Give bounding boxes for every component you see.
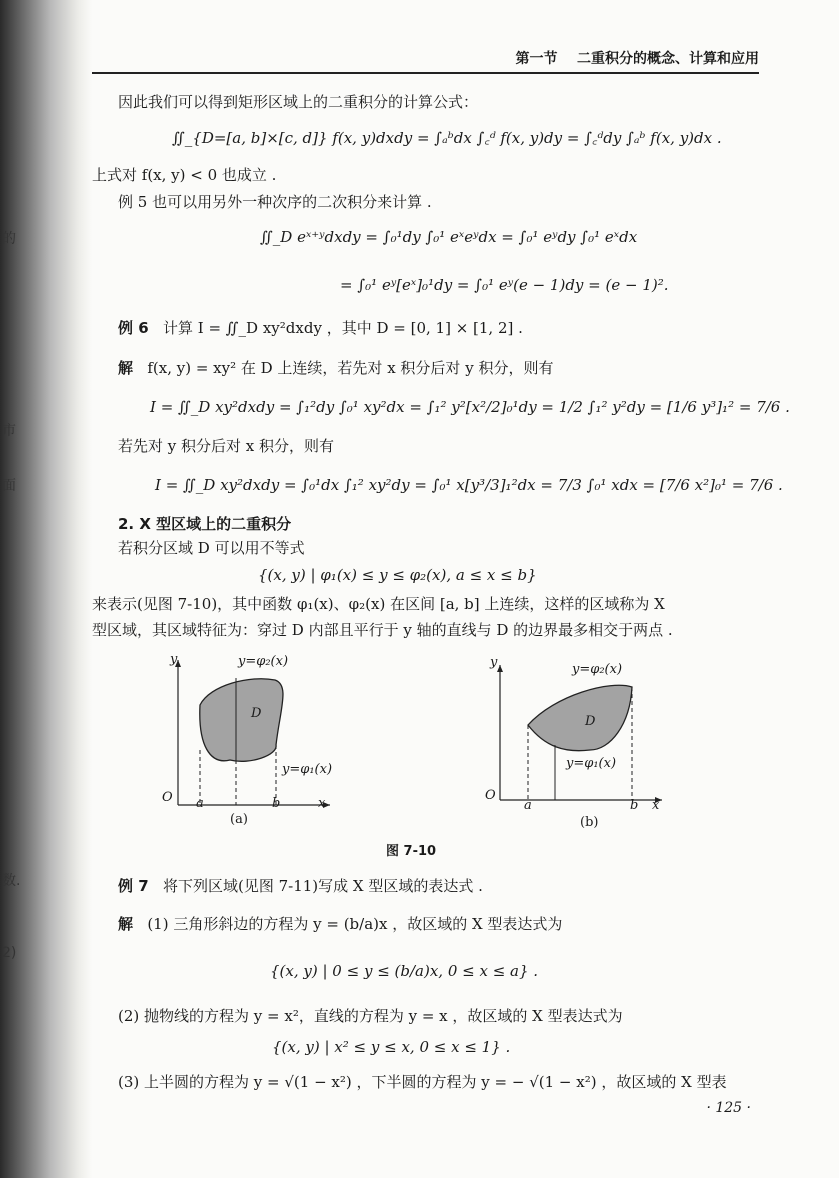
paragraph-line: 若先对 y 积分后对 x 积分，则有	[118, 437, 335, 455]
section-heading: 2. X 型区域上的二重积分	[118, 515, 292, 533]
gutter-fragment: 市	[2, 423, 16, 439]
formula-rect-double-integral: ∬_{D=[a, b]×[c, d]} f(x, y)dxdy = ∫ₐᵇdx ∫꜀ᵈ f(x, y)dy = ∫꜀ᵈdy ∫ₐᵇ f(x, y)dx .	[172, 129, 722, 147]
formula-x-region: {(x, y) | φ₁(x) ≤ y ≤ φ₂(x), a ≤ x ≤ b}	[258, 566, 537, 584]
fig-a-region: D	[251, 706, 262, 721]
solution-label: 解	[118, 915, 134, 933]
gutter-fragment: 的	[2, 231, 16, 247]
example7	[118, 876, 483, 896]
fig-a-tick-b: b	[272, 796, 281, 811]
example6-text: 计算 I = ∬_D xy²dxdy ，其中 D = [0, 1] × [1, 2] .	[162, 319, 523, 337]
fig-b-tick-a: a	[524, 798, 532, 813]
paragraph-line: 例 5 也可以用另外一种次序的二次积分来计算 .	[118, 193, 432, 211]
paragraph-line: 型区域，其区域特征为：穿过 D 内部且平行于 y 轴的直线与 D 的边界最多相交于两点 .	[92, 621, 673, 639]
paragraph-line: 因此我们可以得到矩形区域上的二重积分的计算公式：	[118, 93, 479, 111]
fig-b-region: D	[585, 714, 596, 729]
fig-b-origin: O	[485, 788, 496, 803]
paragraph-line: 来表示(见图 7-10)，其中函数 φ₁(x)、φ₂(x) 在区间 [a, b] 上连续，这样的区域称为 X	[92, 595, 665, 613]
fig-a-origin: O	[162, 790, 173, 805]
fig-b-x-axis: x	[652, 798, 660, 813]
fig-b-bottom-label: y=φ₁(x)	[566, 756, 617, 771]
fig-b-y-axis: y	[490, 655, 498, 670]
formula-example6-a: I = ∬_D xy²dxdy = ∫₁²dy ∫₀¹ xy²dx = ∫₁² y²[x²/2]₀¹dy = 1/2 ∫₁² y²dy = [1/6 y³]₁² = 7/6 .	[150, 398, 790, 416]
header-title: 二重积分的概念、计算和应用	[577, 51, 759, 67]
fig-b-tick-b: b	[630, 798, 639, 813]
fig-b-top-label: y=φ₂(x)	[572, 662, 623, 677]
solution7-text: (1) 三角形斜边的方程为 y = (b/a)x ，故区域的 X 型表达式为	[147, 915, 563, 933]
formula-triangle-region: {(x, y) | 0 ≤ y ≤ (b/a)x, 0 ≤ x ≤ a} .	[270, 962, 539, 980]
fig-a-bottom-label: y=φ₁(x)	[282, 762, 333, 777]
fig-b-subcaption: (b)	[580, 815, 599, 830]
figure-7-10b	[480, 655, 680, 835]
gutter-fragment: 2)	[2, 945, 17, 961]
solution6	[118, 358, 553, 378]
solution-label: 解	[118, 359, 134, 377]
book-spine-shadow	[0, 0, 92, 1178]
paragraph-line: (2) 抛物线的方程为 y = x²，直线的方程为 y = x ，故区域的 X 型表达式为	[118, 1007, 623, 1025]
gutter-fragment: 面	[2, 478, 16, 494]
fig-a-subcaption: (a)	[230, 812, 248, 827]
formula-example5-a: ∬_D eˣ⁺ʸdxdy = ∫₀¹dy ∫₀¹ eˣeʸdx = ∫₀¹ eʸdy ∫₀¹ eˣdx	[260, 228, 638, 246]
paragraph-line: (3) 上半圆的方程为 y = √(1 − x²) ，下半圆的方程为 y = − √(1 − x²) ，故区域的 X 型表	[118, 1073, 727, 1091]
fig-a-y-axis: y	[170, 652, 178, 667]
paragraph-line: 上式对 f(x, y) < 0 也成立 .	[92, 166, 277, 184]
example7-text: 将下列区域(见图 7-11)写成 X 型区域的表达式 .	[162, 877, 483, 895]
example6-label: 例 6	[118, 319, 149, 337]
page-number: · 125 ·	[706, 1100, 751, 1116]
formula-example6-b: I = ∬_D xy²dxdy = ∫₀¹dx ∫₁² xy²dy = ∫₀¹ x[y³/3]₁²dx = 7/3 ∫₀¹ xdx = [7/6 x²]₀¹ = 7/6 .	[155, 476, 783, 494]
gutter-fragment: 数.	[2, 873, 21, 889]
fig-a-top-label: y=φ₂(x)	[238, 654, 289, 669]
solution6-text: f(x, y) = xy² 在 D 上连续，若先对 x 积分后对 y 积分，则有	[147, 359, 554, 377]
formula-parabola-region: {(x, y) | x² ≤ y ≤ x, 0 ≤ x ≤ 1} .	[272, 1038, 511, 1056]
paragraph-line: 若积分区域 D 可以用不等式	[118, 539, 305, 557]
fig-a-x-axis: x	[318, 796, 326, 811]
header-section: 第一节	[515, 51, 558, 67]
formula-example5-b: = ∫₀¹ eʸ[eˣ]₀¹dy = ∫₀¹ eʸ(e − 1)dy = (e − 1)².	[340, 276, 669, 294]
solution7	[118, 914, 562, 934]
example7-label: 例 7	[118, 877, 149, 895]
fig-a-tick-a: a	[196, 796, 204, 811]
header-rule	[92, 72, 759, 74]
running-header	[92, 48, 759, 72]
example6	[118, 318, 523, 338]
figure-caption: 图 7-10	[386, 844, 437, 859]
